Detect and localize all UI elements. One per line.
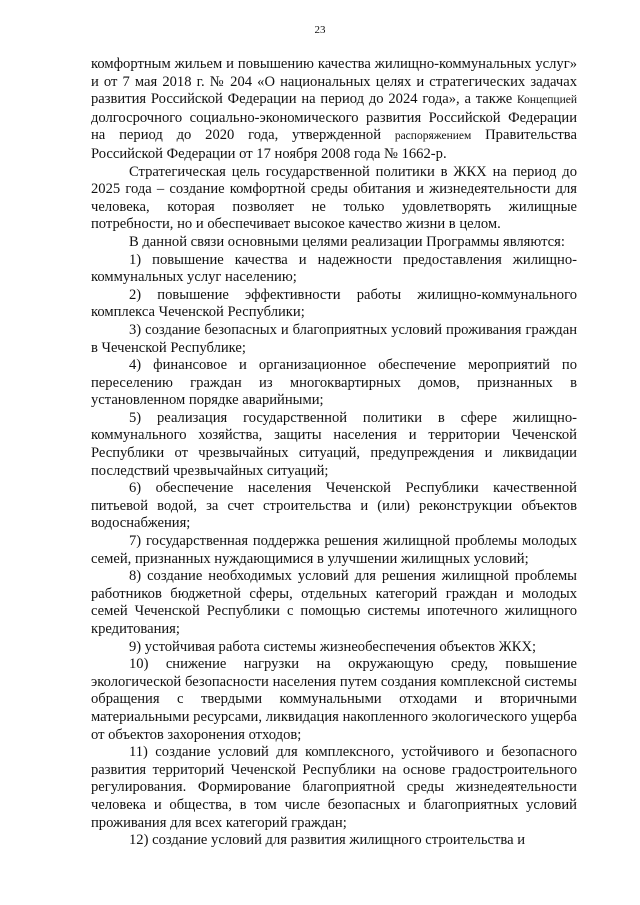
goal-item-9: 9) устойчивая работа системы жизнеобеспечения объектов ЖКХ; (129, 638, 537, 655)
intro-concept-term: Концепцией (517, 94, 577, 107)
goal-item-8: 8) создание необходимых условий для решения жилищной проблемы работников бюджетной сферы, отдельных категорий граждан и молодых семей Чеченской Республики с помощью системы ипотечного жилищного кредитования; (91, 568, 577, 637)
goal-item-3: 3) создание безопасных и благоприятных условий проживания граждан в Чеченской Республике; (91, 321, 577, 356)
goal-item-11: 11) создание условий для комплексного, устойчивого и безопасного развития территорий Чеченской Республики на основе градостроительного регулирования. Формирование благоприятной среды жизнедеятельности человека и общества, в том числе безопасных и благоприятных условий проживания для всех категорий граждан; (91, 744, 577, 831)
document-body (91, 56, 577, 850)
page-number: 23 (314, 24, 326, 36)
goal-item-1: 1) повышение качества и надежности предоставления жилищно-коммунальных услуг населению; (91, 251, 577, 286)
intro-text-part-2: долгосрочного социально-экономического развития Российской Федерации на период до 2020 года, утвержденной (91, 109, 577, 144)
goals-intro-paragraph: В данной связи основными целями реализации Программы являются: (129, 233, 565, 250)
strategic-goal-paragraph: Стратегическая цель государственной политики в ЖКХ на период до 2025 года – создание комфортной среды обитания и жизнедеятельности для человека, которая позволяет не только удовлетворять жилищные потребности, но и обеспечивает высокое качество жизни в целом. (91, 163, 577, 233)
goal-item-4: 4) финансовое и организационное обеспечение мероприятий по переселению граждан из многоквартирных домов, признанных в установленном порядке аварийными; (91, 357, 577, 409)
intro-order-term: распоряжением (394, 130, 472, 143)
goal-item-12: 12) создание условий для развития жилищного строительства и (129, 832, 526, 849)
intro-text-part-3: Правительства Российской Федерации от 17 ноября 2008 года № 1662-р. (91, 127, 577, 162)
intro-text-part-1: комфортным жильем и повышению качества жилищно-коммунальных услуг» и от 7 мая 2018 г. № 204 «О национальных целях и стратегических задачах развития Российской Федерации на период до 2024 года», а также (91, 56, 577, 108)
goal-item-6: 6) обеспечение населения Чеченской Республики качественной питьевой водой, за счет строительства и (или) реконструкции объектов водоснабжения; (91, 480, 577, 532)
goal-item-5: 5) реализация государственной политики в сфере жилищно-коммунального хозяйства, защиты населения и территории Чеченской Республики от чрезвычайных ситуаций, предупреждения и ликвидации последствий чрезвычайных ситуаций; (91, 409, 577, 479)
intro-paragraph (91, 56, 577, 164)
goal-item-7: 7) государственная поддержка решения жилищной проблемы молодых семей, признанных нуждающимися в улучшении жилищных условий; (91, 533, 577, 567)
goal-item-2: 2) повышение эффективности работы жилищно-коммунального комплекса Чеченской Республики; (91, 286, 577, 321)
goal-item-10: 10) снижение нагрузки на окружающую среду, повышение экологической безопасности населения путем создания комплексной системы обращения с твердыми коммунальными отходами и вторичными материальными ресурсами, ликвидация накопленного экологического ущерба от объектов захоронения отходов; (91, 656, 577, 743)
